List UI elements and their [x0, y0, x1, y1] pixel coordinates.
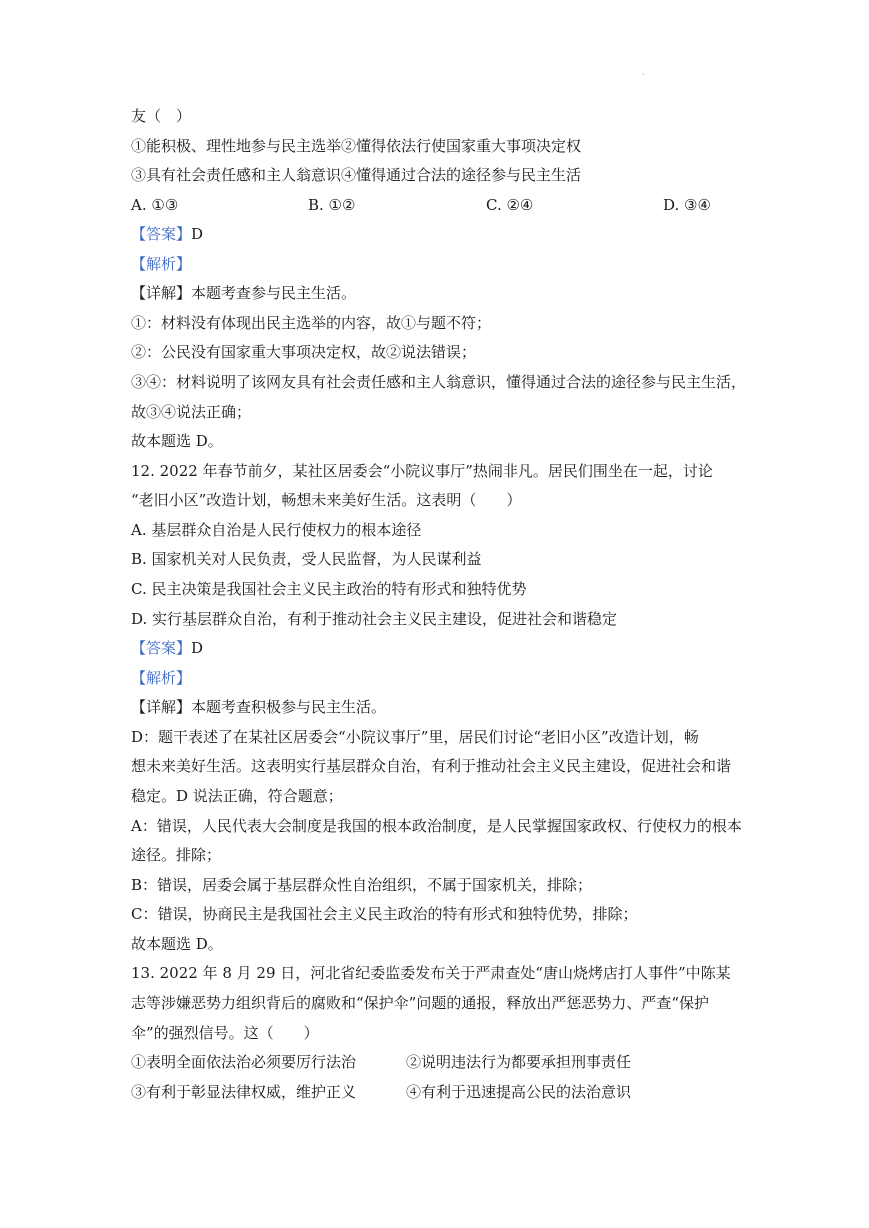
analysis-tag: 【解析】	[131, 669, 192, 687]
q13-statement-1: ①表明全面依法治必须要厉行法治	[131, 1053, 357, 1071]
q11-explanation-line: ①：材料没有体现出民主选举的内容，故①与题不符；	[131, 314, 492, 332]
q12-answer	[131, 638, 809, 658]
q12-detail	[131, 697, 809, 717]
detail-text: 本题考查参与民主生活。	[191, 284, 357, 302]
q12-option-a: A. 基层群众自治是人民行使权力的根本途径	[131, 521, 422, 539]
q13-stem-line: 伞”的强烈信号。这（ ）	[131, 1024, 319, 1042]
q11-explanation-line: ③④：材料说明了该网友具有社会责任感和主人翁意识，懂得通过合法的途径参与民主生活，	[131, 373, 747, 391]
q12-explanation-line: 想未来美好生活。这表明实行基层群众自治，有利于推动社会主义民主建设，促进社会和谐	[131, 757, 732, 775]
q11-explanation-line: 故③④说法正确；	[131, 403, 252, 421]
q12-explanation-line: 途径。排除；	[131, 846, 222, 864]
q11-statement-line: ③具有社会责任感和主人翁意识④懂得通过合法的途径参与民主生活	[131, 166, 582, 184]
analysis-tag: 【解析】	[131, 255, 192, 273]
q12-analysis-tag	[131, 668, 809, 688]
q12-explanation-line: 稳定。D 说法正确，符合题意；	[131, 787, 343, 805]
q13-statement-4: ④有利于迅速提高公民的法治意识	[406, 1083, 632, 1101]
answer-value: D	[191, 639, 204, 657]
q11-option-a: A. ①③	[131, 196, 179, 214]
q12-explanation-line: B：错误，居委会属于基层群众性自治组织，不属于国家机关，排除；	[131, 876, 593, 894]
q12-option-c: C. 民主决策是我国社会主义民主政治的特有形式和独特优势	[131, 580, 527, 598]
detail-tag: 【详解】	[131, 284, 192, 302]
header-mark: ·	[642, 70, 645, 79]
q12-option-b: B. 国家机关对人民负责，受人民监督，为人民谋利益	[131, 550, 482, 568]
q12-explanation-line: C：错误，协商民主是我国社会主义民主政治的特有形式和独特优势，排除；	[131, 905, 638, 923]
q13-stem-line: 志等涉嫌恶势力组织背后的腐败和“保护伞”问题的通报，释放出严惩恶势力、严查“保护	[131, 994, 710, 1012]
answer-tag: 【答案】	[131, 225, 192, 243]
q11-option-c: C. ②④	[486, 196, 534, 214]
q12-explanation-line: A：错误，人民代表大会制度是我国的根本政治制度，是人民掌握国家政权、行使权力的根本	[131, 817, 742, 835]
detail-tag: 【详解】	[131, 698, 192, 716]
q11-detail	[131, 283, 809, 303]
q11-answer	[131, 224, 809, 244]
q12-option-d: D. 实行基层群众自治，有利于推动社会主义民主建设，促进社会和谐稳定	[131, 610, 618, 628]
q13-statement-3: ③有利于彰显法律权威，维护正义	[131, 1083, 357, 1101]
answer-tag: 【答案】	[131, 639, 192, 657]
q11-explanation-line: 故本题选 D。	[131, 432, 223, 450]
q11-option-b: B. ①②	[308, 196, 356, 214]
q12-explanation-line: 故本题选 D。	[131, 935, 223, 953]
q11-stem-tail: 友（ ）	[131, 107, 192, 125]
answer-value: D	[191, 225, 204, 243]
q13-stem-line: 13. 2022 年 8 月 29 日，河北省纪委监委发布关于严肃查处“唐山烧烤店打人事件”中陈某	[131, 964, 731, 982]
q12-explanation-line: D：题干表述了在某社区居委会“小院议事厅”里，居民们讨论“老旧小区”改造计划，畅	[131, 728, 699, 746]
q11-option-d: D. ③④	[663, 196, 711, 214]
q11-statement-line: ①能积极、理性地参与民主选举②懂得依法行使国家重大事项决定权	[131, 137, 582, 155]
q11-explanation-line: ②：公民没有国家重大事项决定权，故②说法错误；	[131, 343, 477, 361]
detail-text: 本题考查积极参与民主生活。	[191, 698, 387, 716]
q12-stem-line: 12. 2022 年春节前夕，某社区居委会“小院议事厅”热闹非凡。居民们围坐在一起，讨论	[131, 462, 713, 480]
q13-statement-2: ②说明违法行为都要承担刑事责任	[406, 1053, 632, 1071]
q12-stem-line: “老旧小区”改造计划，畅想未来美好生活。这表明（ ）	[131, 491, 522, 509]
q11-analysis-tag	[131, 254, 809, 274]
